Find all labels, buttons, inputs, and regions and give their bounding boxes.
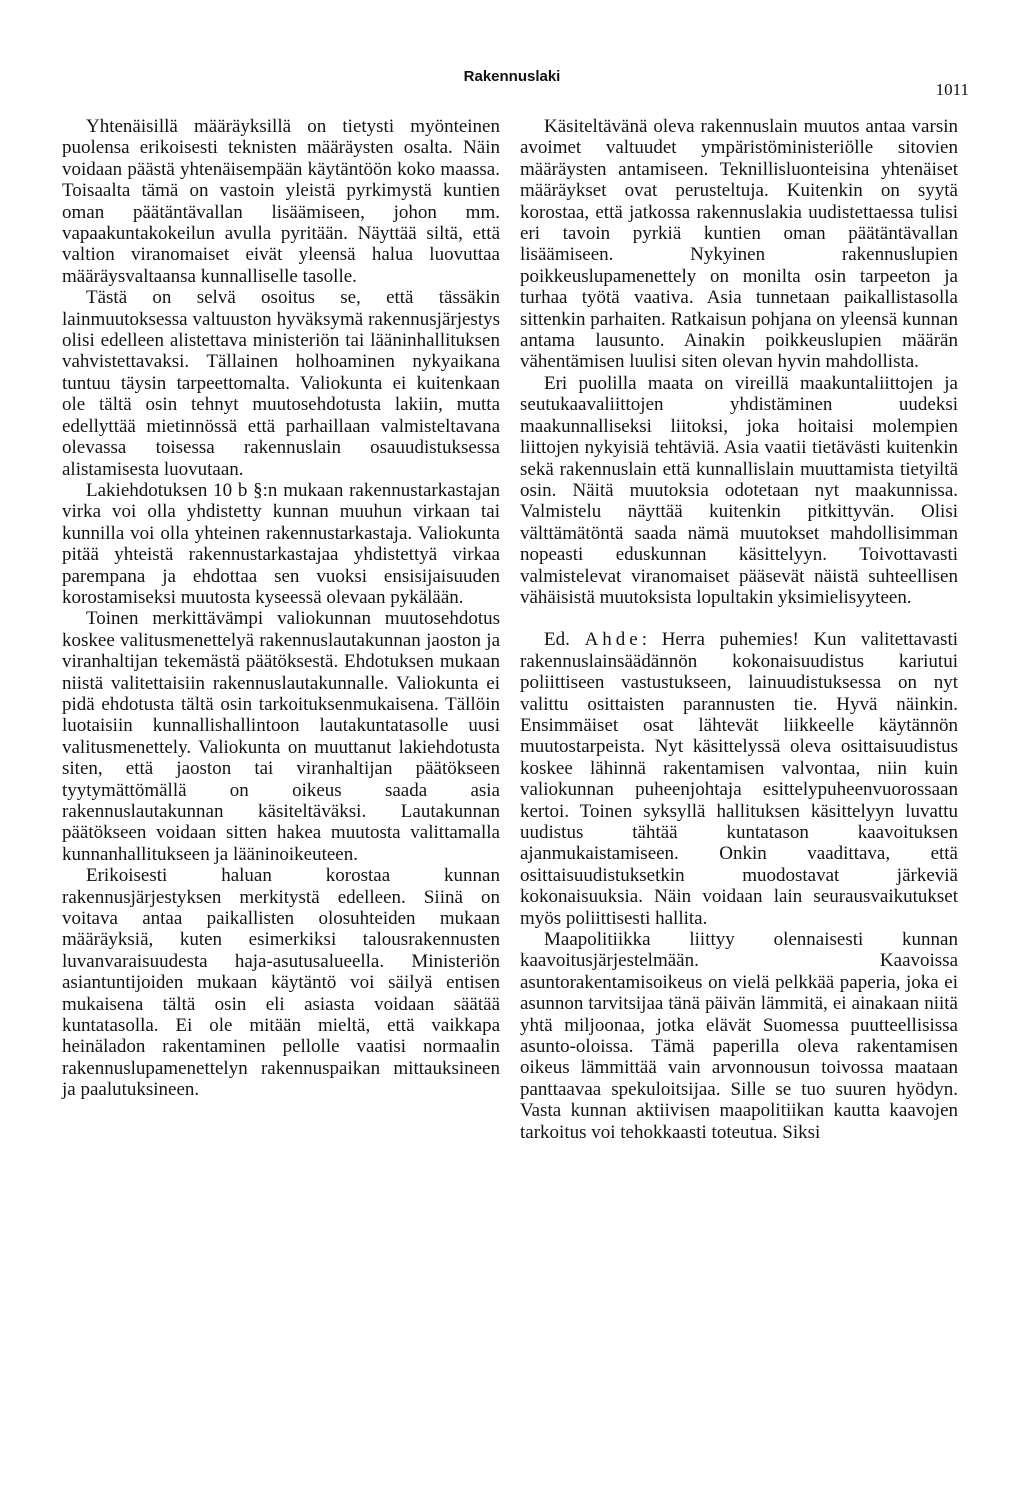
paragraph: Erikoisesti haluan korostaa kunnan rakennusjärjestyksen merkitystä edelleen. Siinä on voitava antaa paikallisten olosuhteiden mukaan määräyksiä, kuten esimerkiksi talousrakennusten luvanvaraisuudesta haja-asutusalueella. Ministeriön asiantuntijoiden mukaan käytäntö voi säilyä entisen mukaisena tältä osin eli asiasta voidaan säätää kuntatasolla. Ei ole mitään mieltä, että vaikkapa heinäladon rakentaminen pellolle vaatisi normaalin rakennuslupamenettelyn rakennuspaikan mittauksineen ja paalutuksineen. xyxy=(62,865,500,1101)
paragraph: Toinen merkittävämpi valiokunnan muutosehdotus koskee valitusmenettelyä rakennuslautakunnan jaoston ja viranhaltijan tekemästä päätöksestä. Ehdotuksen mukaan niistä valitettaisiin rakennuslautakunnalle. Valiokunta ei pidä ehdotusta tältä osin tarkoituksenmukaisena. Tällöin luotaisiin kunnallishallintoon lautakuntatasolle uusi valitusmenettely. Valiokunta on muuttanut lakiehdotusta siten, että jaoston tai viranhaltijan päätökseen tyytymättömällä on oikeus saada asia rakennuslautakunnan käsiteltäväksi. Lautakunnan päätökseen voidaan sitten hakea muutosta valittamalla kunnanhallitukseen ja lääninoikeuteen. xyxy=(62,608,500,865)
right-column xyxy=(520,116,958,1143)
section-gap xyxy=(520,608,958,629)
paragraph: Eri puolilla maata on vireillä maakuntaliittojen ja seutukaavaliittojen yhdistäminen uudeksi maakunnalliseksi liitoksi, joka hoitaisi molempien liittojen nykyisiä tehtäviä. Asia vaatii tietävästi kuitenkin sekä rakennuslain että kunnallislain muuttamista tietyiltä osin. Näitä muutoksia odotetaan nyt maakunnissa. Valmistelu näyttää kuitenkin pitkittyvän. Olisi välttämätöntä saada nämä muutokset mahdollisimman nopeasti eduskunnan käsittelyyn. Toivottavasti valmistelevat viranomaiset pääsevät näistä suhteellisen vähäisistä muutoksista lopultakin yksimielisyyteen. xyxy=(520,372,958,608)
speaker-name: Ahde xyxy=(584,629,642,651)
paragraph: Maapolitiikka liittyy olennaisesti kunnan kaavoitusjärjestelmään. Kaavoissa asuntorakentamisoikeus on vielä pelkkää paperia, joka ei asunnon tarvitsijaa tänä päivän lämmitä, ei ainakaan niitä yhtä miljoonaa, jotka elävät Suomessa puutteellisissa asunto-oloissa. Tämä paperilla oleva rakentamisen oikeus lämmittää vain arvonnousun toivossa maataan panttaavaa spekuloitsijaa. Sille se tuo suuren hyödyn. Vasta kunnan aktiivisen maapolitiikan kautta kaavojen tarkoitus voi tehokkaasti toteutua. Siksi xyxy=(520,929,958,1143)
paragraph: Käsiteltävänä oleva rakennuslain muutos antaa varsin avoimet valtuudet ympäristöministeriölle sitovien määräysten antamiseen. Teknillisluonteisina yhtenäiset määräykset ovat perusteltuja. Kuitenkin on syytä korostaa, että jatkossa rakennuslakia uudistettaessa tulisi eri tavoin pyrkiä kuntien oman päätäntävallan lisäämiseen. Nykyinen rakennuslupien poikkeuslupamenettely on monilta osin tarpeeton ja turhaa työtä vaativa. Asia tunnetaan paikallistasolla sittenkin parhaiten. Ratkaisun pohjana on yleensä kunnan antama lausunto. Ainakin poikkeuslupien määrän vähentämisen luulisi siten olevan hyvin mahdollista. xyxy=(520,116,958,373)
speech-prefix: Ed. xyxy=(544,629,570,651)
paragraph: Lakiehdotuksen 10 b §:n mukaan rakennustarkastajan virka voi olla yhdistetty kunnan muuhun virkaan tai kunnilla voi olla yhteinen rakennustarkastaja. Valiokunta pitää yhteistä rakennustarkastajaa yhdistettyä virkaa parempana ja ehdottaa sen vuoksi ensisijaisuuden korostamiseksi muutosta kyseessä olevaan pykälään. xyxy=(62,479,500,608)
paragraph: Tästä on selvä osoitus se, että tässäkin lainmuutoksessa valtuuston hyväksymä rakennusjärjestys olisi edelleen alistettava ministeriön tai lääninhallituksen vahvistettavaksi. Tällainen holhoaminen nykyaikana tuntuu täysin tarpeettomalta. Valiokunta ei kuitenkaan ole tältä osin tehnyt muutosehdotusta lakiin, mutta edellyttää mietinnössä että parhaillaan valmisteltavana olevassa toisessa rakennuslain osauudistuksessa alistamisesta luovutaan. xyxy=(62,287,500,480)
running-title: Rakennuslaki xyxy=(463,68,561,85)
speech-colon: : xyxy=(641,629,647,651)
paragraph: Yhtenäisillä määräyksillä on tietysti myönteinen puolensa erikoisesti teknisten määräysten osalta. Näin voidaan päästä yhtenäisempään käytäntöön koko maassa. Toisaalta tämä on vastoin yleistä pyrkimystä kuntien oman päätäntävallan lisäämiseen, johon mm. vapaakuntakokeilun avulla pyritään. Näyttää siltä, että valtion viranomaiset eivät yleensä halua luovuttaa määräysvaltaansa kunnalliselle tasolle. xyxy=(62,116,500,287)
speech-opening: Herra puhemies! Kun valitettavasti rakennuslainsäädännön kokonaisuudistus kariutui poliittiseen vastustukseen, lainuudistuksessa on nyt valittu osittaisten parannusten tie. Hyvä näinkin. Ensimmäiset osat lähtevät liikkeelle käytännön muutostarpeista. Nyt käsittelyssä oleva osittaisuudistus koskee lähinnä rakentamisen valvontaa, niin kuin valiokunnan puheenjohtaja esittelypuheenvuorossaan kertoi. Toinen syksyllä hallituksen käsittelyyn luvattu uudistus tähtää kuntatason kaavoituksen ajanmukaistamiseen. Onkin vaadittava, että osittaisuudistuksetkin muodostavat järkeviä kokonaisuuksia. Näin voidaan lain seurausvaikutukset myös poliittisesti hallita. xyxy=(520,629,958,929)
left-column xyxy=(62,116,500,1101)
speech-paragraph xyxy=(520,629,958,929)
page-number: 1011 xyxy=(935,80,969,99)
